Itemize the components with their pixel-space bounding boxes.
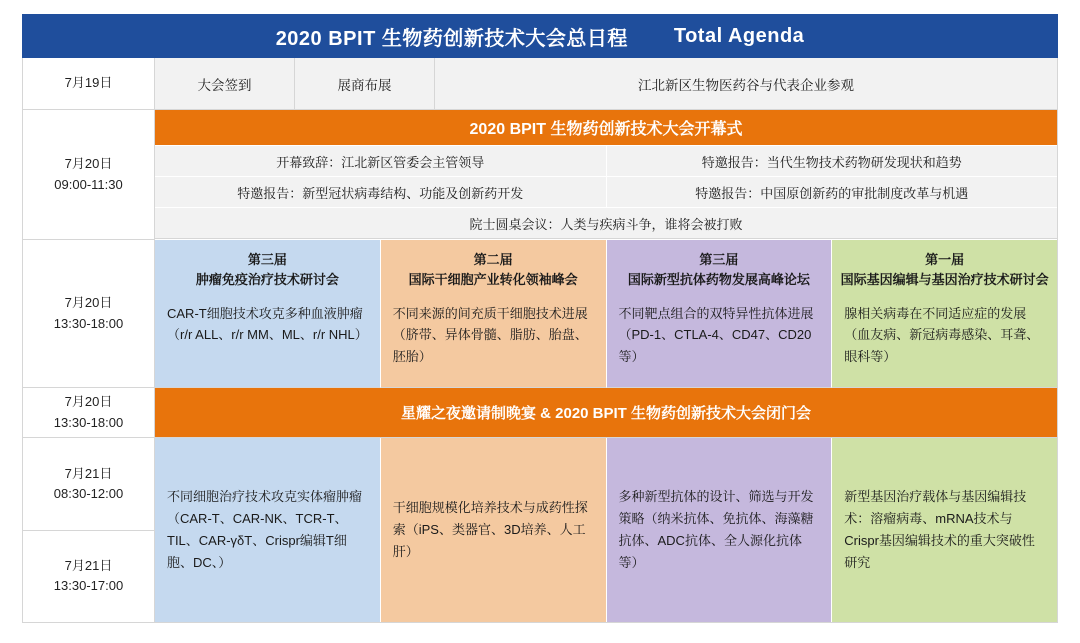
date-label: 7月21日 [64, 465, 113, 481]
date-label: 7月20日 [64, 394, 113, 410]
track-header [381, 240, 606, 297]
date-stack-day3 [23, 438, 155, 622]
date-label: 7月20日 [64, 295, 113, 311]
track-title: 国际基因编辑与基因治疗技术研讨会 [840, 271, 1049, 287]
date-cell-day1 [23, 58, 155, 110]
track-topic: 不同靶点组合的双特异性抗体进展（PD-1、CTLA-4、CD47、CD20等） [618, 306, 814, 364]
time-label: 13:30-18:00 [53, 414, 124, 430]
day3-track-gene-therapy: 新型基因治疗载体与基因编辑技术：溶瘤病毒、mRNA技术与Crispr基因编辑技术的重大突破性研究 [832, 438, 1057, 622]
date-cell-day3-morning [23, 438, 155, 531]
day3-track-cell-therapy: 不同细胞治疗技术攻克实体瘤肿瘤（CAR-T、CAR-NK、TCR-T、TIL、CAR-γδT、Crispr编辑T细胞、DC、） [155, 438, 381, 622]
track-topic: CAR-T细胞技术攻克多种血液肿瘤（r/r ALL、r/r MM、ML、r/r NHL） [167, 306, 368, 343]
track-gene-editing [832, 240, 1057, 388]
time-label: 09:00-11:30 [54, 176, 123, 192]
date-label: 7月20日 [64, 156, 113, 172]
track-header [607, 240, 832, 297]
table-row-day3 [23, 438, 1057, 622]
day2-subrow-1 [155, 146, 1057, 177]
track-title: 国际新型抗体药物发展高峰论坛 [627, 271, 810, 287]
date-label: 7月19日 [64, 75, 113, 91]
date-label: 7月21日 [64, 558, 113, 574]
agenda-title-bar [22, 14, 1058, 58]
session-roundtable: 院士圆桌会议：人类与疾病斗争，谁将会被打败 [155, 208, 1057, 239]
day1-cell-visit: 江北新区生物医药谷与代表企业参观 [435, 58, 1057, 110]
page-title-en: Total Agenda [673, 24, 805, 47]
page-title-cn: 2020 BPIT 生物药创新技术大会总日程 [275, 27, 628, 50]
track-stem-cell-summit [381, 240, 607, 388]
table-row-gala [23, 388, 1057, 438]
session-keynote-policy: 特邀报告：中国原创新药的审批制度改革与机遇 [607, 177, 1058, 208]
day3-track-stem-cell: 干细胞规模化培养技术与成药性探索（iPS、类器官、3D培养、人工肝） [381, 438, 607, 622]
table-row-day2-morning [23, 110, 1057, 240]
day1-cell-exhibition: 展商布展 [295, 58, 435, 110]
date-cell-day3-afternoon [23, 531, 155, 623]
date-cell-gala [23, 388, 155, 438]
date-cell-day2-afternoon [23, 240, 155, 388]
track-title: 国际干细胞产业转化领袖峰会 [408, 271, 578, 287]
track-topic: 腺相关病毒在不同适应症的发展（血友病、新冠病毒感染、耳聋、眼科等） [844, 306, 1040, 364]
gala-banner: 星耀之夜邀请制晚宴 & 2020 BPIT 生物药创新技术大会闭门会 [155, 388, 1057, 438]
day2-morning-content [155, 110, 1057, 240]
gala-content [155, 388, 1057, 438]
track-edition: 第二届 [473, 252, 513, 267]
day3-track-antibody: 多种新型抗体的设计、筛选与开发策略（纳米抗体、免抗体、海藻糖抗体、ADC抗体、全人源化抗体等） [607, 438, 833, 622]
session-keynote-trends: 特邀报告：当代生物技术药物研发现状和趋势 [607, 146, 1058, 177]
day3-tracks [155, 438, 1057, 622]
opening-ceremony-banner: 2020 BPIT 生物药创新技术大会开幕式 [155, 110, 1057, 146]
track-antibody-forum [607, 240, 833, 388]
track-edition: 第一届 [925, 252, 965, 267]
day1-cell-registration: 大会签到 [155, 58, 295, 110]
track-title: 肿瘤免疫治疗技术研讨会 [195, 271, 339, 287]
time-label: 13:30-18:00 [53, 315, 124, 331]
day2-subrow-2 [155, 177, 1057, 208]
day1-content [155, 58, 1057, 110]
time-label: 13:30-17:00 [53, 578, 124, 594]
track-tumor-immunotherapy [155, 240, 381, 388]
track-header [832, 240, 1057, 297]
table-row-day1 [23, 58, 1057, 110]
track-edition: 第三届 [247, 252, 287, 267]
agenda-grid [22, 58, 1058, 623]
time-label: 08:30-12:00 [53, 485, 124, 501]
track-edition: 第三届 [699, 252, 739, 267]
day2-afternoon-tracks [155, 240, 1057, 388]
track-header [155, 240, 380, 297]
date-cell-day2-morning [23, 110, 155, 240]
session-opening-remarks: 开幕致辞：江北新区管委会主管领导 [155, 146, 607, 177]
table-row-day2-afternoon [23, 240, 1057, 388]
session-keynote-covid: 特邀报告：新型冠状病毒结构、功能及创新药开发 [155, 177, 607, 208]
track-topic: 不同来源的间充质干细胞技术进展（脐带、异体骨髓、脂肪、胎盘、胚胎） [392, 306, 588, 364]
